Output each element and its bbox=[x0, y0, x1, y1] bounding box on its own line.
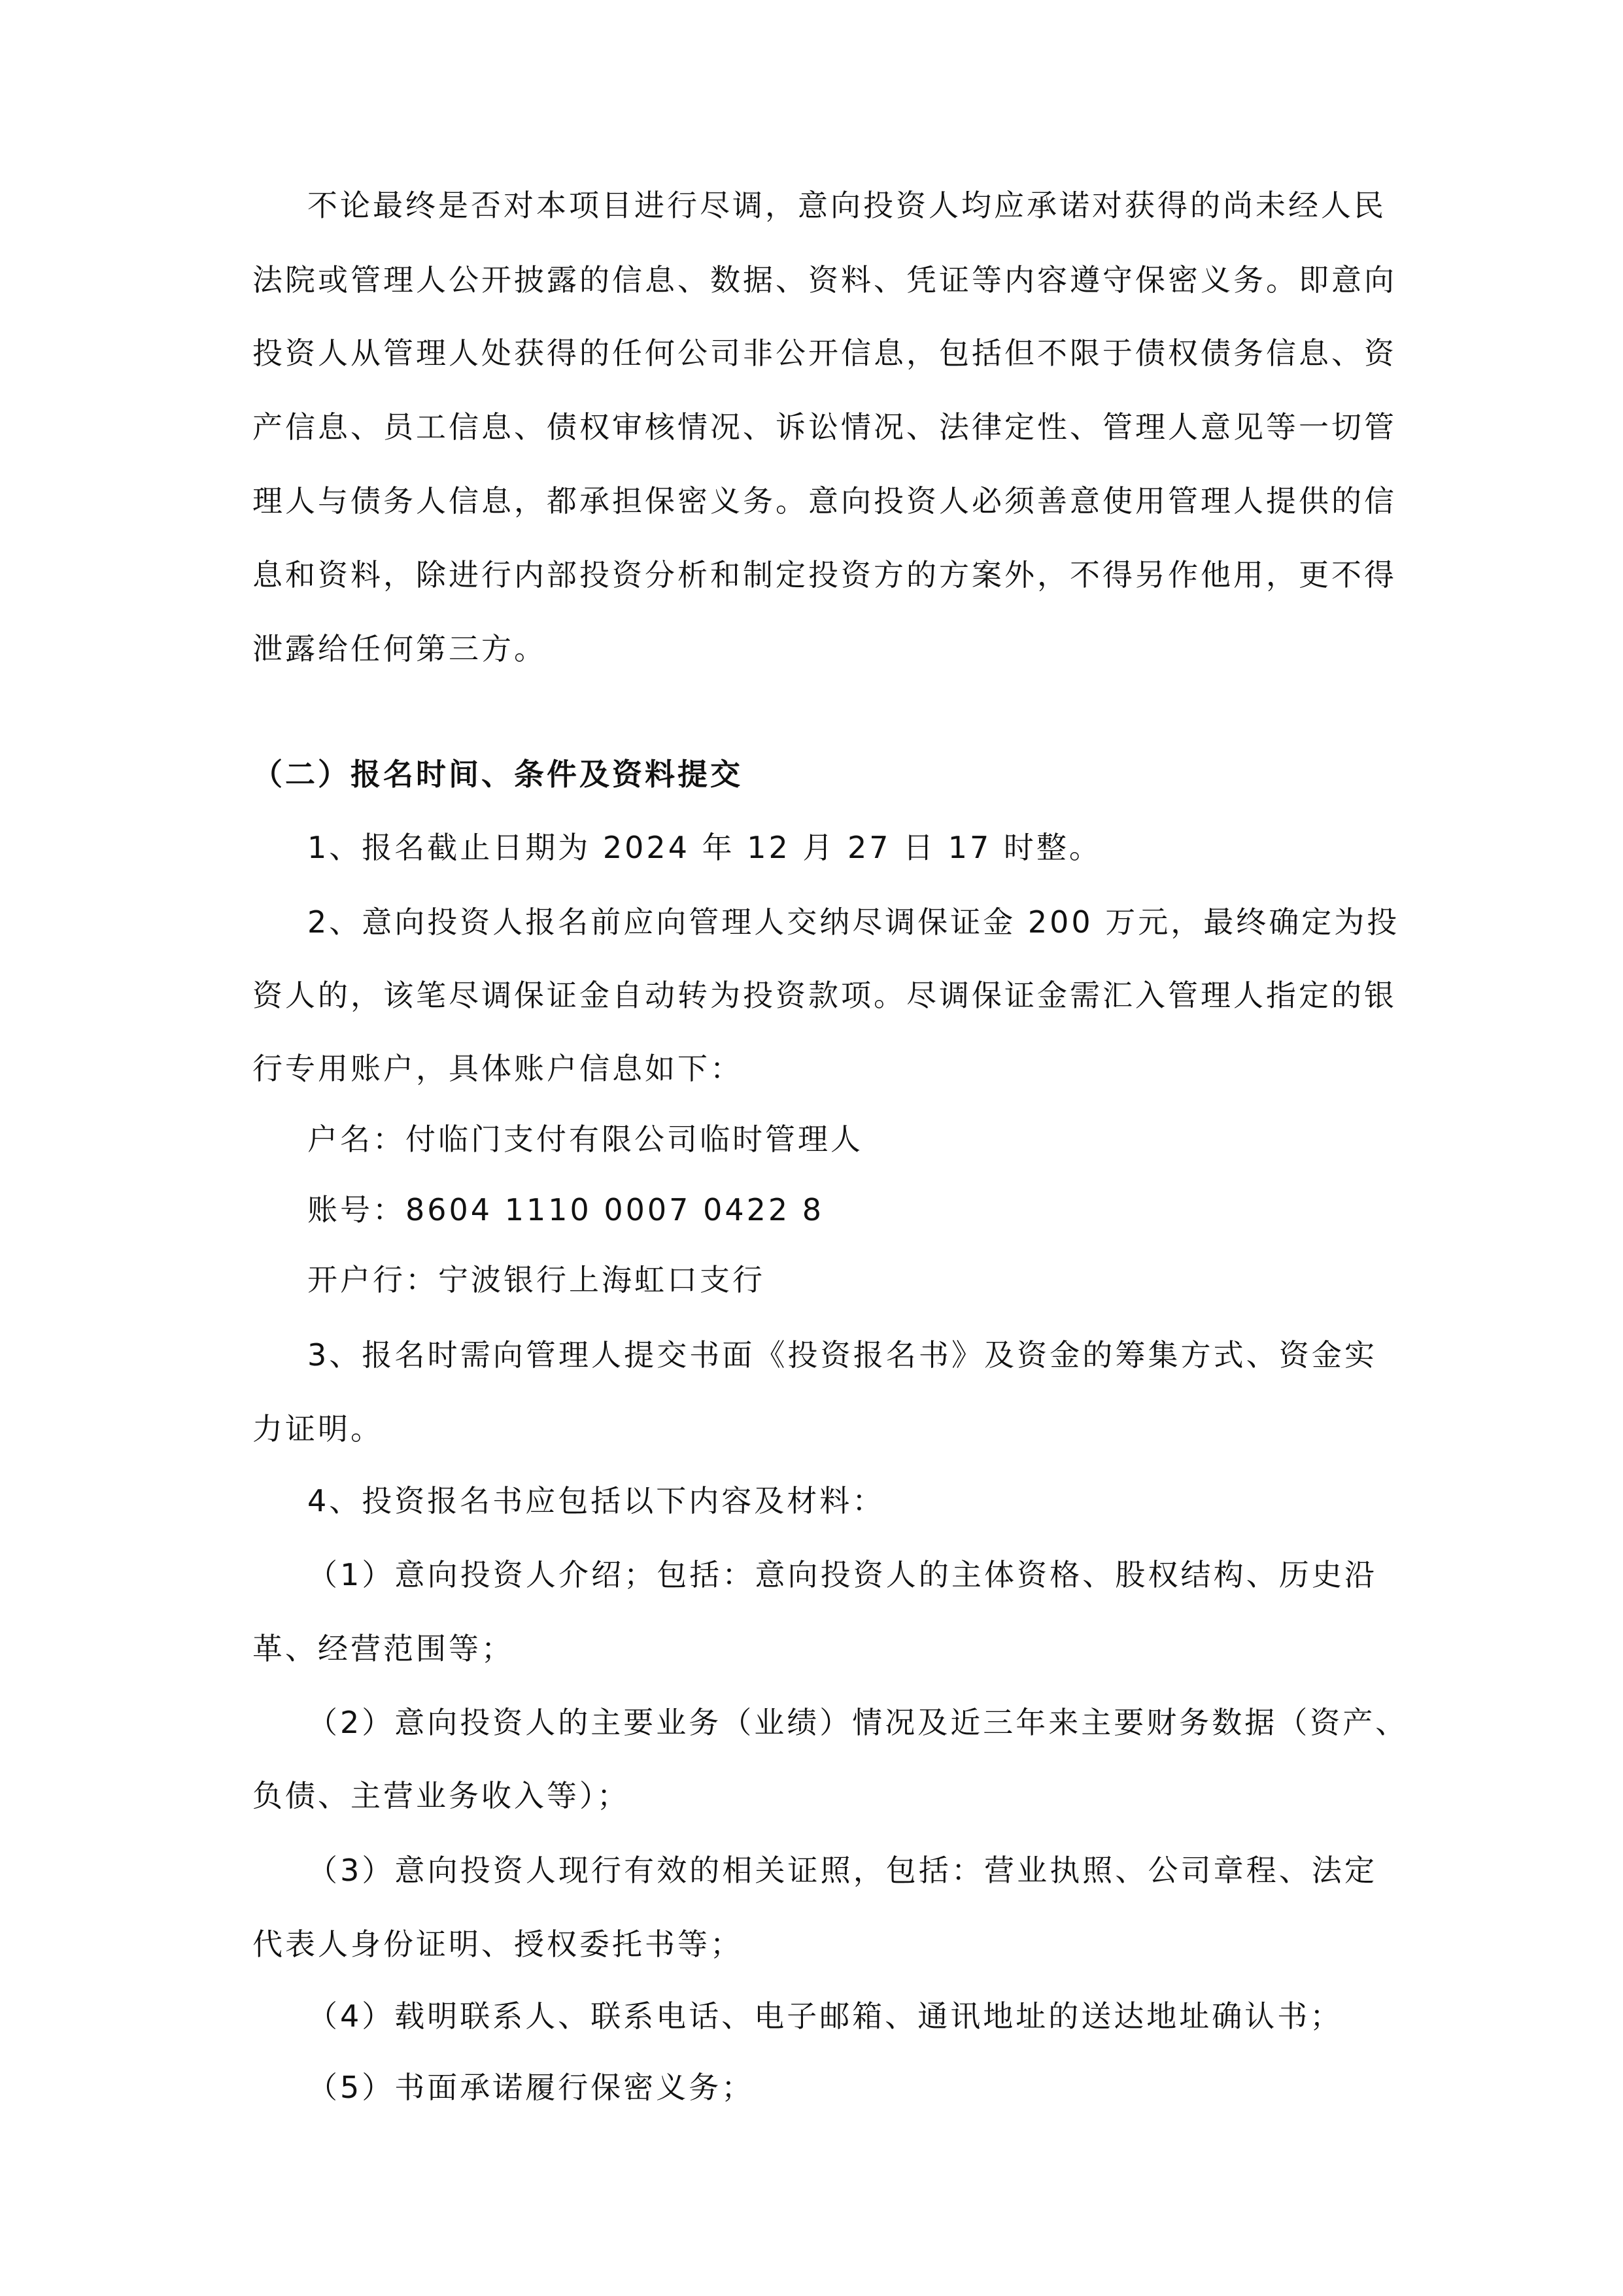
item-1-deadline: 1、报名截止日期为 2024 年 12 月 27 日 17 时整。 bbox=[307, 830, 1102, 865]
sub-item-2-line-2: 负债、主营业务收入等）； bbox=[252, 1778, 630, 1813]
sub-item-3-line-2: 代表人身份证明、授权委托书等； bbox=[252, 1927, 743, 1962]
sub-item-2-line-1: （2）意向投资人的主要业务（业绩）情况及近三年来主要财务数据（资产、 bbox=[307, 1705, 1409, 1740]
sub-item-1-line-2: 革、经营范围等； bbox=[252, 1631, 514, 1666]
sub-item-5: （5）书面承诺履行保密义务； bbox=[307, 2070, 755, 2105]
confidentiality-line-4: 产信息、员工信息、债权审核情况、诉讼情况、法律定性、管理人意见等一切管 bbox=[252, 409, 1397, 445]
item-4-intro: 4、投资报名书应包括以下内容及材料： bbox=[307, 1483, 885, 1518]
sub-item-1-line-1: （1）意向投资人介绍；包括：意向投资人的主体资格、股权结构、历史沿 bbox=[307, 1557, 1377, 1592]
confidentiality-line-7: 泄露给任何第三方。 bbox=[252, 631, 547, 666]
confidentiality-line-3: 投资人从管理人处获得的任何公司非公开信息，包括但不限于债权债务信息、资 bbox=[252, 335, 1397, 371]
account-name: 户名：付临门支付有限公司临时管理人 bbox=[307, 1122, 863, 1157]
sub-item-3-line-1: （3）意向投资人现行有效的相关证照，包括：营业执照、公司章程、法定 bbox=[307, 1853, 1377, 1888]
item-3-line-1: 3、报名时需向管理人提交书面《投资报名书》及资金的筹集方式、资金实 bbox=[307, 1337, 1377, 1373]
confidentiality-line-5: 理人与债务人信息，都承担保密义务。意向投资人必须善意使用管理人提供的信 bbox=[252, 483, 1397, 519]
confidentiality-line-2: 法院或管理人公开披露的信息、数据、资料、凭证等内容遵守保密义务。即意向 bbox=[252, 262, 1397, 298]
item-2-line-2: 资人的，该笔尽调保证金自动转为投资款项。尽调保证金需汇入管理人指定的银 bbox=[252, 978, 1397, 1013]
account-bank: 开户行：宁波银行上海虹口支行 bbox=[307, 1262, 765, 1297]
confidentiality-line-1: 不论最终是否对本项目进行尽调，意向投资人均应承诺对获得的尚未经人民 bbox=[307, 188, 1386, 223]
account-number: 账号：8604 1110 0007 0422 8 bbox=[307, 1192, 825, 1227]
confidentiality-line-6: 息和资料，除进行内部投资分析和制定投资方的方案外，不得另作他用，更不得 bbox=[252, 557, 1397, 592]
item-2-line-1: 2、意向投资人报名前应向管理人交纳尽调保证金 200 万元，最终确定为投 bbox=[307, 904, 1400, 940]
item-2-line-3: 行专用账户，具体账户信息如下： bbox=[252, 1051, 743, 1086]
sub-item-4: （4）载明联系人、联系电话、电子邮箱、通讯地址的送达地址确认书； bbox=[307, 1998, 1343, 2034]
section-two-heading: （二）报名时间、条件及资料提交 bbox=[252, 757, 743, 792]
item-3-line-2: 力证明。 bbox=[252, 1411, 383, 1447]
